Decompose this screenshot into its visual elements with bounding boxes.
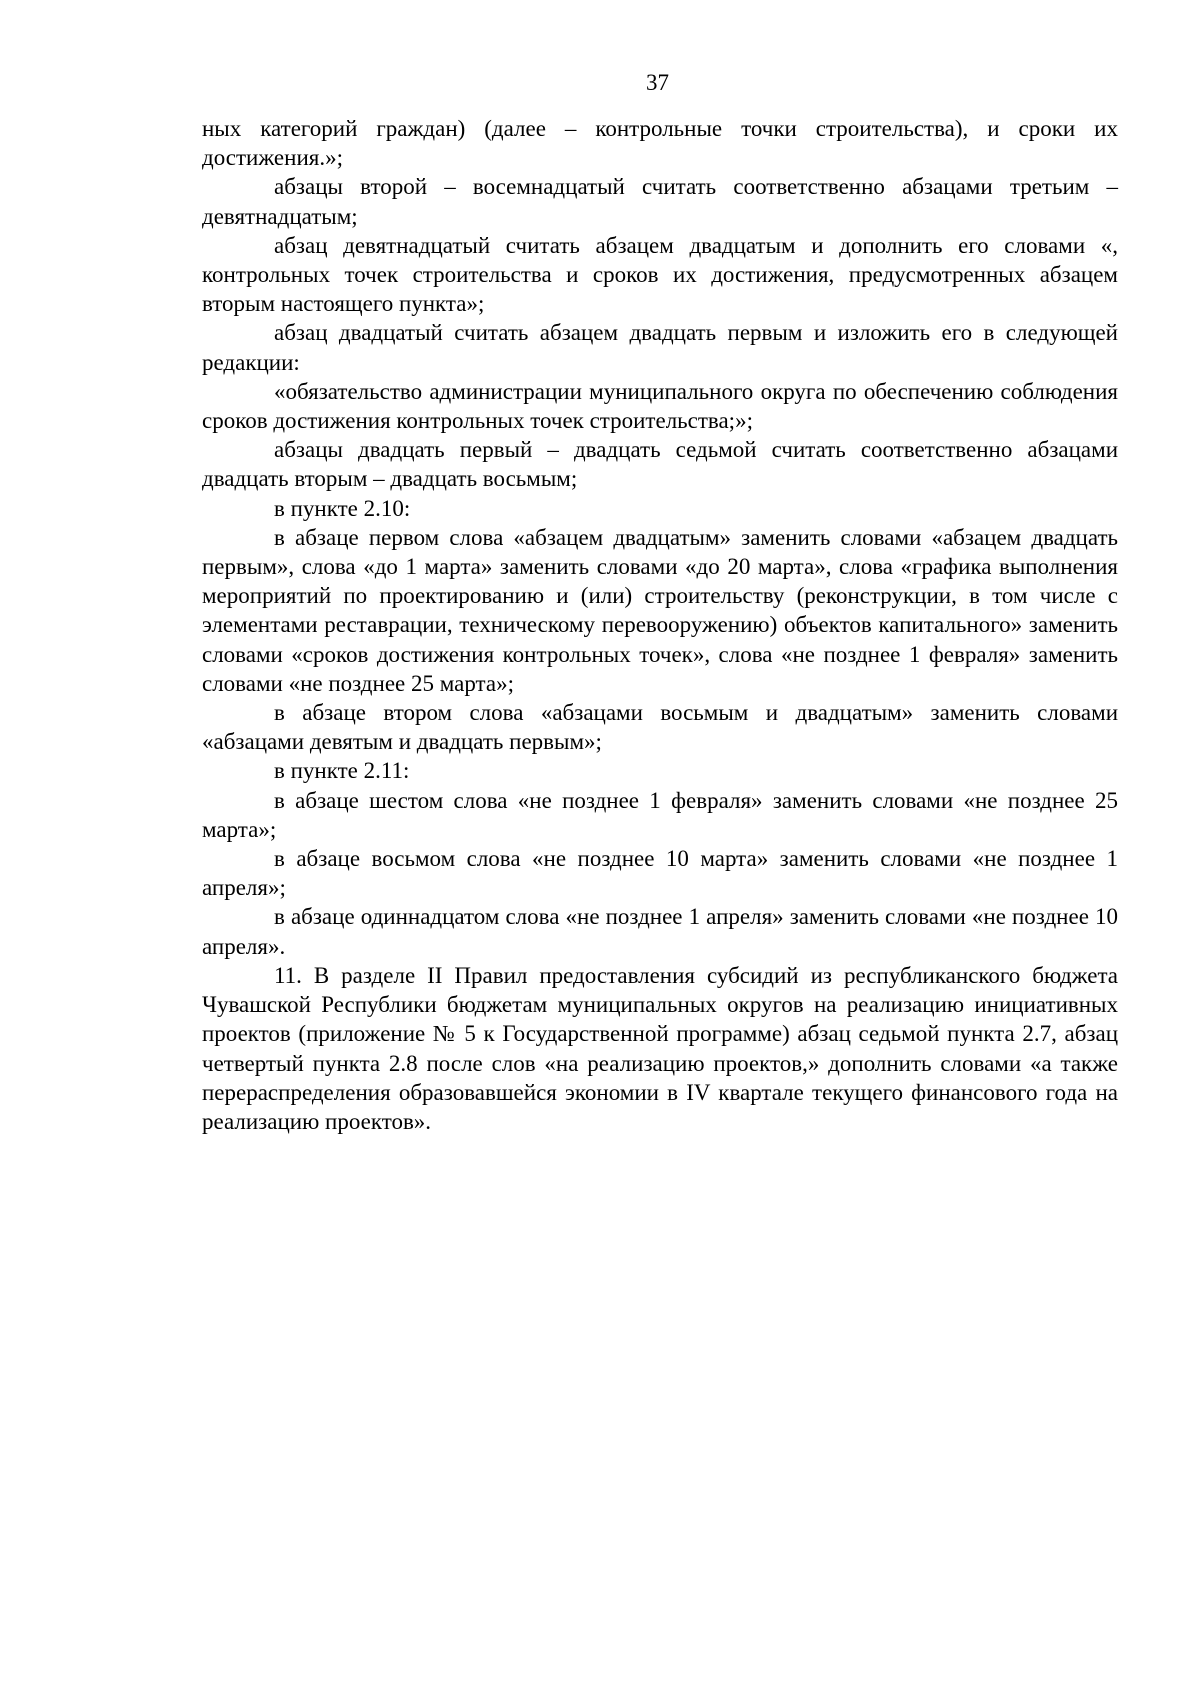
paragraph-6: абзацы двадцать первый – двадцать седьмой считать соответственно абзацами двадцать вторым – двадцать восьмым;: [202, 437, 1118, 492]
paragraph-2: абзацы второй – восемнадцатый считать соответственно абзацами третьим – девятнадцатым;: [202, 174, 1118, 229]
paragraph-5: «обязательство администрации муниципального округа по обеспечению соблюдения сроков достижения контрольных точек строительства;»;: [202, 378, 1118, 434]
paragraph-4: абзац двадцатый считать абзацем двадцать первым и изложить его в следующей редакции:: [202, 320, 1118, 375]
paragraph-10: в пункте 2.11:: [274, 758, 410, 784]
page-number: 37: [646, 70, 669, 95]
paragraph-14: 11. В разделе II Правил предоставления субсидий из республиканского бюджета Чувашской Республики бюджетам муниципальных округов на реализацию инициативных проектов (приложение № 5 к Государственной программе) абзац седьмой пункта 2.7, абзац четвертый пункта 2.8 после слов «на реализацию проектов,» дополнить словами «а также перераспределения образовавшейся экономии в IV квартале текущего финансового года на реализацию проектов».: [202, 962, 1118, 1134]
paragraph-12: в абзаце восьмом слова «не позднее 10 марта» заменить словами «не позднее 1 апреля»;: [202, 846, 1118, 901]
paragraph-1: ных категорий граждан) (далее – контрольные точки строительства), и сроки их достижения.»;: [202, 116, 1118, 171]
paragraph-3: абзац девятнадцатый считать абзацем двадцатым и дополнить его словами «, контрольных точек строительства и сроков их достижения, предусмотренных абзацем вторым настоящего пункта»;: [202, 232, 1118, 317]
paragraph-9: в абзаце втором слова «абзацами восьмым и двадцатым» заменить словами «абзацами девятым и двадцать первым»;: [202, 700, 1118, 755]
document-body: [202, 114, 1118, 1136]
paragraph-7: в пункте 2.10:: [274, 495, 411, 521]
paragraph-8: в абзаце первом слова «абзацем двадцатым» заменить словами «абзацем двадцать первым», слова «до 1 марта» заменить словами «до 20 марта», слова «графика выполнения мероприятий по проектированию и (или) строительству (реконструкции, в том числе с элементами реставрации, техническому перевооружению) объектов капитального» заменить словами «сроков достижения контрольных точек», слова «не позднее 1 февраля» заменить словами «не позднее 25 марта»;: [202, 524, 1118, 696]
paragraph-11: в абзаце шестом слова «не позднее 1 февраля» заменить словами «не позднее 25 марта»;: [202, 787, 1118, 842]
paragraph-13: в абзаце одиннадцатом слова «не позднее 1 апреля» заменить словами «не позднее 10 апреля».: [202, 904, 1118, 959]
